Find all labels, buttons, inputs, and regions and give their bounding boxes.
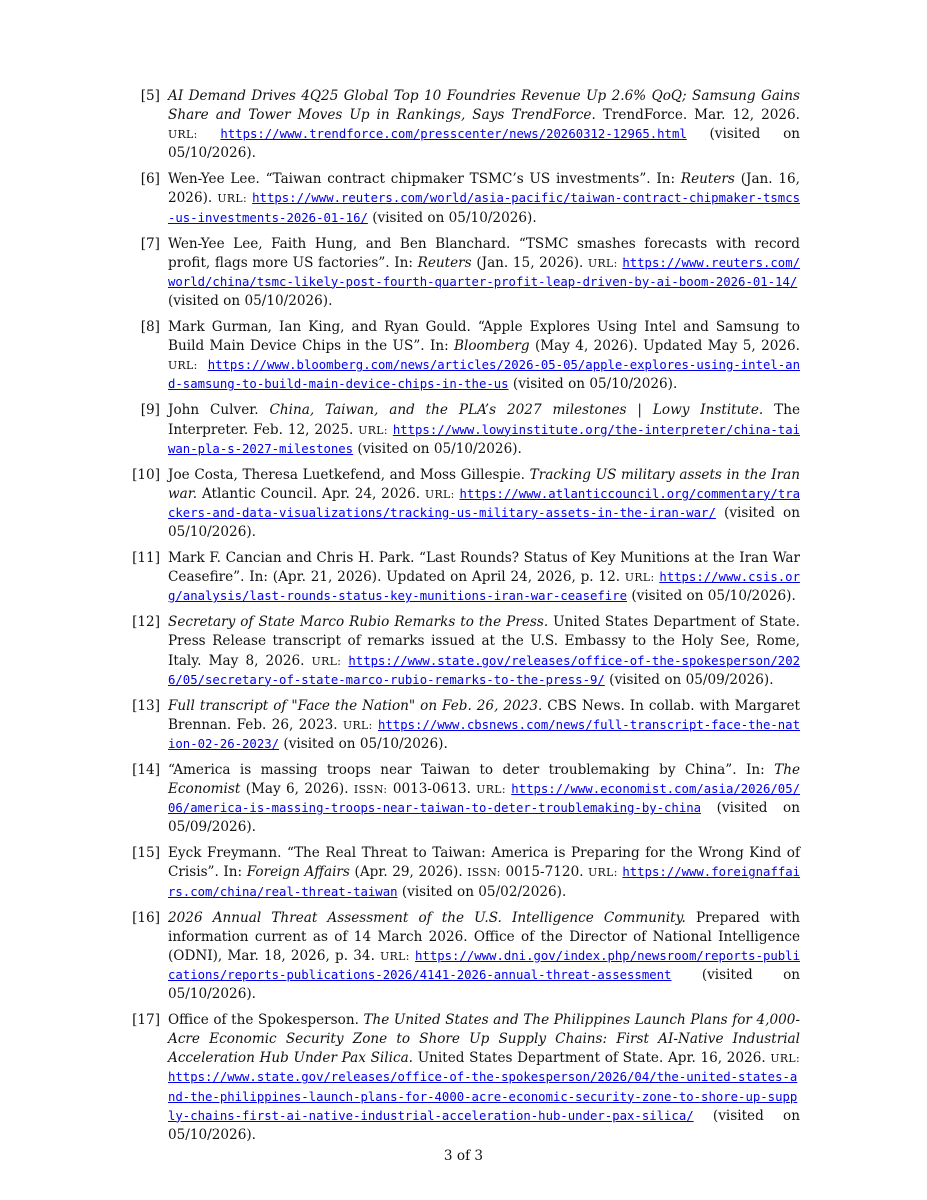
reference-title-italic: Secretary of State Marco Rubio Remarks to the Press.: [168, 614, 549, 631]
issn-label: ISSN:: [353, 783, 388, 797]
reference-venue: Foreign Affairs: [246, 864, 350, 881]
reference-details: Prepared with information current as of 14 March 2026. Office of the Director of National Intelligence (ODNI), Mar. 18, 2026, p. 34.: [168, 909, 800, 964]
reference-in-label: In:: [223, 864, 243, 881]
reference-details: (May 4, 2026). Updated May 5, 2026.: [534, 338, 800, 355]
reference-url-link[interactable]: https://www.csis.org/analysis/last-rounds-status-key-munitions-iran-war-ceasefire: [168, 570, 800, 604]
reference-body: [168, 614, 800, 687]
reference-title-italic: Full transcript of "Face the Nation" on Feb. 26, 2023.: [168, 697, 543, 714]
reference-title: “Taiwan contract chipmaker TSMC’s US investments”.: [265, 171, 651, 188]
reference-in-label: In:: [656, 171, 676, 188]
reference-body: [168, 698, 800, 752]
url-label: URL:: [311, 654, 342, 668]
reference-entry: [128, 761, 800, 837]
reference-body: [168, 236, 800, 309]
reference-author: Eyck Freymann.: [168, 845, 282, 862]
reference-issn: [354, 781, 471, 797]
url-label: URL:: [588, 256, 618, 270]
reference-url-link[interactable]: https://www.dni.gov/index.php/newsroom/reports-publications/reports-publications-2026/4141-2026-annual-threat-assessment: [168, 948, 800, 982]
reference-author: Office of the Spokesperson.: [168, 1012, 359, 1029]
reference-entry: [128, 318, 800, 394]
reference-issn: [467, 864, 583, 880]
reference-url-link[interactable]: https://www.foreignaffairs.com/china/real-threat-taiwan: [168, 865, 801, 899]
reference-number: [9]: [140, 402, 160, 419]
reference-number: [10]: [132, 466, 160, 483]
reference-author: John Culver.: [168, 402, 259, 419]
reference-visited: (visited on 05/10/2026).: [168, 504, 800, 540]
reference-details: The Interpreter. Feb. 12, 2025.: [168, 402, 800, 438]
reference-title: “Apple Explores Using Intel and Samsung to Build Main Device Chips in the US”.: [168, 319, 800, 355]
issn-value: 0015-7120.: [505, 864, 584, 881]
url-label: URL:: [217, 192, 248, 206]
reference-venue: Reuters: [680, 171, 735, 188]
reference-number: [12]: [132, 614, 160, 631]
reference-in-label: In:: [745, 762, 765, 778]
reference-visited: (visited on 05/10/2026).: [372, 209, 537, 226]
reference-url-link[interactable]: https://www.bloomberg.com/news/articles/2026-05-05/apple-explores-using-intel-and-samsung-to-build-main-device-chips-in-the-us: [168, 358, 800, 392]
reference-url-link[interactable]: https://www.atlanticcouncil.org/commentary/trackers-and-data-visualizations/tracking-us-military-assets-in-the-iran-war/: [168, 486, 801, 520]
reference-venue: The Economist: [168, 762, 800, 798]
reference-visited: (visited on 05/10/2026).: [512, 376, 678, 393]
reference-details: United States Department of State. Apr. 16, 2026.: [417, 1050, 766, 1067]
reference-entry: [128, 844, 800, 901]
url-label: URL:: [168, 359, 198, 373]
reference-number: [16]: [132, 909, 160, 926]
reference-entry: [128, 170, 800, 227]
reference-url-link[interactable]: https://www.trendforce.com/presscenter/news/20260312-12965.html: [220, 127, 687, 142]
reference-details: (Jan. 16, 2026).: [168, 171, 800, 207]
reference-visited: (visited on 05/10/2026).: [168, 292, 333, 309]
reference-visited: (visited on 05/10/2026).: [168, 126, 801, 162]
reference-entry: [128, 235, 800, 311]
reference-body: [168, 762, 800, 835]
reference-list: [128, 87, 800, 1152]
reference-title-italic: China, Taiwan, and the PLA’s 2027 milestones | Lowy Institute.: [269, 402, 764, 419]
reference-number: [15]: [132, 845, 160, 862]
url-label: URL:: [624, 571, 655, 585]
reference-author: Mark F. Cancian and Chris H. Park.: [168, 550, 415, 567]
reference-venue: Reuters: [417, 254, 472, 271]
reference-entry: [128, 87, 800, 163]
reference-details: (Apr. 21, 2026). Updated on April 24, 2026, p. 12.: [272, 569, 621, 586]
reference-visited: (visited on 05/09/2026).: [609, 671, 774, 688]
issn-label: ISSN:: [467, 866, 501, 880]
reference-title: “Last Rounds? Status of Key Munitions at the Iran War Ceasefire”.: [168, 550, 801, 586]
url-label: URL:: [342, 718, 373, 732]
reference-url-link[interactable]: https://www.cbsnews.com/news/full-transcript-face-the-nation-02-26-2023/: [168, 717, 800, 751]
reference-author: Mark Gurman, Ian King, and Ryan Gould.: [168, 319, 471, 336]
reference-number: [11]: [132, 550, 160, 567]
reference-visited: (visited on 05/10/2026).: [283, 735, 448, 752]
reference-entry: [128, 1011, 800, 1145]
issn-value: 0013-0613.: [392, 781, 471, 798]
reference-url-link[interactable]: https://www.lowyinstitute.org/the-interpreter/china-taiwan-pla-s-2027-milestones: [168, 422, 800, 456]
reference-body: [168, 910, 800, 1002]
reference-entry: [128, 697, 800, 754]
reference-body: [168, 402, 800, 456]
reference-number: [5]: [140, 88, 160, 104]
reference-author: Wen-Yee Lee.: [168, 171, 260, 188]
reference-entry: [128, 613, 800, 689]
reference-details: (May 6, 2026).: [245, 781, 349, 798]
url-label: URL:: [424, 487, 455, 501]
reference-details: Atlantic Council. Apr. 24, 2026.: [201, 485, 421, 502]
reference-title: “The Real Threat to Taiwan: America is Preparing for the Wrong Kind of Crisis”.: [168, 845, 801, 881]
reference-number: [17]: [132, 1012, 160, 1029]
reference-venue: Bloomberg: [454, 338, 530, 355]
reference-author: Wen-Yee Lee, Faith Hung, and Ben Blanchard.: [168, 235, 511, 252]
reference-details: (Apr. 29, 2026).: [354, 864, 463, 881]
reference-body: [168, 319, 800, 392]
reference-title-italic: 2026 Annual Threat Assessment of the U.S. Intelligence Community.: [168, 909, 686, 926]
reference-details: United States Department of State. Press Release transcript of remarks issued at the U.S. Embassy to the Holy See, Rome, Italy. May 8, 2026.: [168, 614, 800, 669]
url-label: URL:: [588, 866, 618, 880]
reference-number: [8]: [140, 319, 160, 336]
reference-title: “America is massing troops near Taiwan to deter troublemaking by China”.: [168, 762, 737, 778]
reference-url-link[interactable]: https://www.reuters.com/world/china/tsmc-likely-post-fourth-quarter-profit-leap-driven-by-ai-boom-2026-01-14/: [168, 255, 801, 289]
reference-in-label: In:: [394, 254, 413, 271]
url-label: URL:: [476, 783, 506, 797]
reference-title-italic: AI Demand Drives 4Q25 Global Top 10 Foundries Revenue Up 2.6% QoQ; Samsung Gains Share and Tower Moves Up in Rankings, Says TrendForce.: [168, 88, 800, 124]
reference-body: [168, 845, 800, 899]
reference-in-label: In:: [429, 338, 449, 355]
reference-visited: (visited on 05/09/2026).: [168, 800, 800, 836]
reference-url-link[interactable]: https://www.state.gov/releases/office-of-the-spokesperson/2026/05/secretary-of-state-marco-rubio-remarks-to-the-press-9/: [168, 653, 800, 687]
reference-title-italic: Tracking US military assets in the Iran war.: [168, 466, 800, 502]
reference-url-link[interactable]: https://www.economist.com/asia/2026/05/06/america-is-massing-troops-near-taiwan-to-deter-troublemaking-by-china: [168, 782, 800, 816]
reference-details: (Jan. 15, 2026).: [476, 254, 584, 271]
reference-body: [168, 1012, 800, 1143]
reference-entry: [128, 466, 800, 542]
reference-visited: (visited on 05/10/2026).: [168, 966, 801, 1003]
reference-number: [14]: [132, 762, 160, 778]
reference-in-label: In:: [249, 569, 268, 586]
reference-details: TrendForce. Mar. 12, 2026.: [602, 107, 800, 124]
reference-visited: (visited on 05/10/2026).: [631, 588, 796, 605]
reference-number: [13]: [132, 697, 160, 714]
reference-details: CBS News. In collab. with Margaret Brennan. Feb. 26, 2023.: [168, 697, 800, 733]
reference-number: [6]: [140, 171, 160, 188]
reference-visited: (visited on 05/10/2026).: [357, 440, 522, 457]
reference-entry: [128, 549, 800, 606]
reference-url-link[interactable]: https://www.reuters.com/world/asia-pacific/taiwan-contract-chipmaker-tsmcs-us-investments-2026-01-16/: [168, 191, 801, 225]
reference-entry: [128, 909, 800, 1004]
reference-body: [168, 467, 800, 540]
reference-body: [168, 550, 800, 604]
reference-author: Joe Costa, Theresa Luetkefend, and Moss Gillespie.: [168, 466, 525, 483]
reference-body: [168, 171, 800, 225]
page-number: 3 of 3: [443, 1148, 484, 1164]
reference-title: “TSMC smashes forecasts with record profit, flags more US factories”.: [168, 235, 800, 271]
reference-visited: (visited on 05/10/2026).: [168, 1107, 800, 1143]
reference-url-link[interactable]: https://www.state.gov/releases/office-of-the-spokesperson/2026/04/the-united-states-and-the-philippines-launch-plans-for-4000-acre-economic-security-zone-to-shore-up-supply-chains-first-ai-native-industrial-acceleration-hub-under-pax-silica/: [168, 1070, 798, 1123]
url-label: URL:: [168, 128, 198, 142]
url-label: URL:: [380, 949, 410, 963]
reference-body: [168, 88, 800, 161]
reference-number: [7]: [140, 235, 160, 252]
reference-visited: (visited on 05/02/2026).: [401, 883, 567, 900]
url-label: URL:: [770, 1052, 801, 1066]
reference-entry: [128, 401, 800, 458]
reference-title-italic: The United States and The Philippines Launch Plans for 4,000-Acre Economic Security Zone to Shore Up Supply Chains: First AI-Native Industrial Acceleration Hub Under Pax Silica.: [168, 1012, 800, 1067]
url-label: URL:: [358, 423, 388, 437]
